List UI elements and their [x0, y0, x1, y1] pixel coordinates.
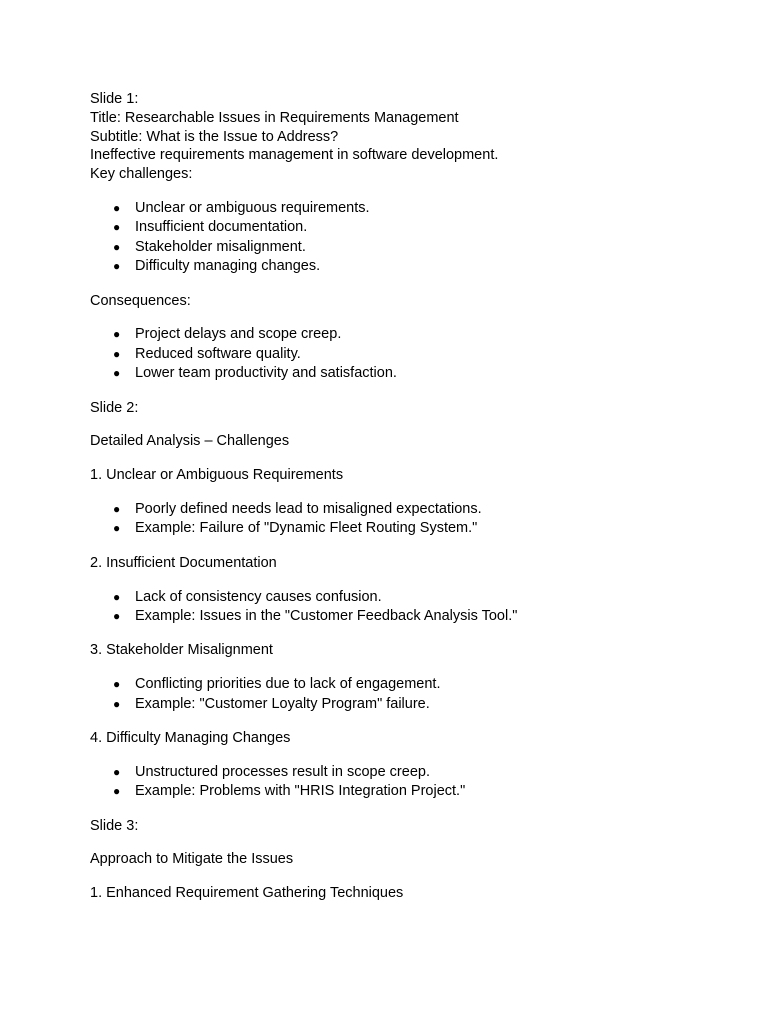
list-item: ● Example: Problems with "HRIS Integration Project." — [90, 782, 710, 801]
slide3-title: Approach to Mitigate the Issues — [90, 851, 294, 868]
list-item: ● Lack of consistency causes confusion. — [90, 588, 710, 607]
section-title: 1. Enhanced Requirement Gathering Techniques — [90, 885, 404, 902]
key-challenges-label: Key challenges: — [90, 166, 193, 183]
list-item: ● Project delays and scope creep. — [90, 325, 710, 344]
list-item: ● Insufficient documentation. — [90, 218, 710, 237]
list-item: ● Example: Failure of "Dynamic Fleet Routing System." — [90, 519, 710, 538]
list-item: ● Unclear or ambiguous requirements. — [90, 199, 710, 218]
section-bullets — [90, 763, 710, 802]
section-title: 2. Insufficient Documentation — [90, 554, 277, 571]
bullet-icon: ● — [113, 200, 121, 215]
bullet-icon: ● — [113, 589, 121, 604]
slide1-intro: Ineffective requirements management in software development. — [90, 147, 499, 164]
bullet-icon: ● — [113, 366, 121, 381]
list-item: ● Stakeholder misalignment. — [90, 238, 710, 257]
list-item: ● Difficulty managing changes. — [90, 257, 710, 276]
slide1-title: Title: Researchable Issues in Requirements Management — [90, 109, 459, 126]
bullet-icon: ● — [113, 784, 121, 799]
section-bullets — [90, 675, 710, 714]
bullet-icon: ● — [113, 327, 121, 342]
section-bullets — [90, 500, 710, 539]
list-item: ● Reduced software quality. — [90, 345, 710, 364]
bullet-icon: ● — [113, 677, 121, 692]
slide1-heading: Slide 1: — [90, 91, 139, 107]
list-item: ● Lower team productivity and satisfaction. — [90, 364, 710, 383]
slide3-heading: Slide 3: — [90, 817, 139, 834]
list-item: ● Example: "Customer Loyalty Program" failure. — [90, 695, 710, 714]
list-item: ● Example: Issues in the "Customer Feedback Analysis Tool." — [90, 607, 710, 626]
slide2-title: Detailed Analysis – Challenges — [90, 433, 290, 450]
section-title: 1. Unclear or Ambiguous Requirements — [90, 467, 344, 484]
section-bullets — [90, 588, 710, 627]
bullet-icon: ● — [113, 502, 121, 517]
consequences-label: Consequences: — [90, 292, 191, 309]
section-title: 4. Difficulty Managing Changes — [90, 730, 291, 747]
list-item: ● Unstructured processes result in scope creep. — [90, 763, 710, 782]
list-item: ● Conflicting priorities due to lack of engagement. — [90, 675, 710, 694]
slide2-heading: Slide 2: — [90, 399, 139, 416]
bullet-icon: ● — [113, 609, 121, 624]
section-title: 3. Stakeholder Misalignment — [90, 642, 273, 659]
list-item: ● Poorly defined needs lead to misaligned expectations. — [90, 500, 710, 519]
bullet-icon: ● — [113, 259, 121, 274]
bullet-icon: ● — [113, 764, 121, 779]
bullet-icon: ● — [113, 239, 121, 254]
document-page — [90, 90, 710, 903]
consequences-list — [90, 325, 710, 383]
bullet-icon: ● — [113, 696, 121, 711]
bullet-icon: ● — [113, 521, 121, 536]
bullet-icon: ● — [113, 346, 121, 361]
slide1-subtitle: Subtitle: What is the Issue to Address? — [90, 128, 339, 145]
bullet-icon: ● — [113, 220, 121, 235]
key-challenges-list — [90, 199, 710, 277]
